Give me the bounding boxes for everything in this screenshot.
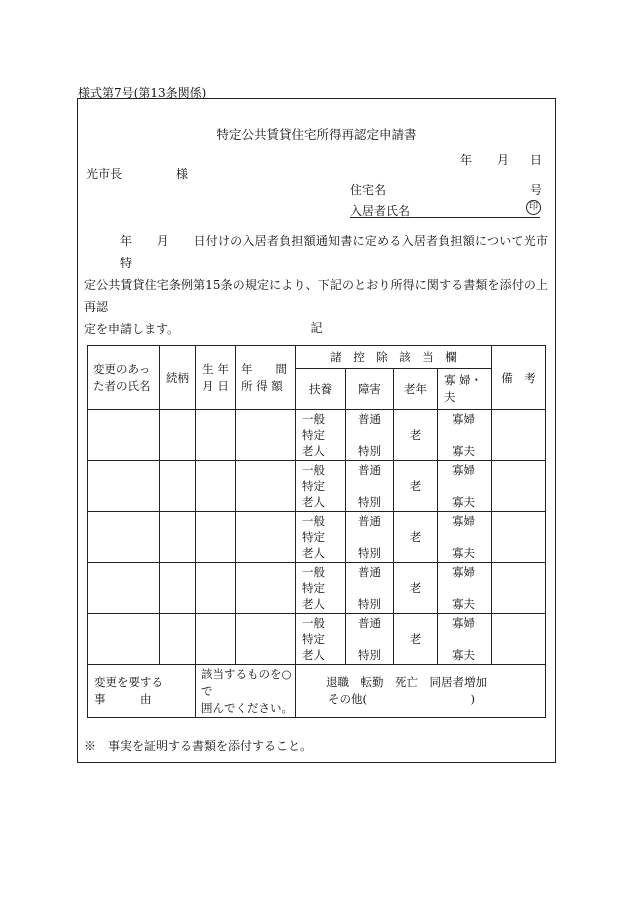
cell-disability[interactable]: [346, 512, 394, 563]
cell-disability[interactable]: [346, 614, 394, 665]
income-table: [87, 345, 546, 718]
cell-elderly[interactable]: [394, 512, 438, 563]
date-day-label: 日: [530, 153, 543, 167]
cell-remarks[interactable]: [492, 614, 546, 665]
header-deductions: 諸 控 除 該 当 欄: [296, 346, 492, 369]
cell-birth[interactable]: [196, 563, 236, 614]
cell-relation[interactable]: [160, 512, 196, 563]
cell-remarks[interactable]: [492, 563, 546, 614]
option-widow-m: 寡夫: [452, 546, 475, 560]
cell-income[interactable]: [236, 614, 296, 665]
reason-options-list: 退職 転勤 死亡 同居者増加: [326, 675, 487, 689]
table-row: [88, 410, 546, 461]
reason-instructions: [196, 665, 296, 718]
cell-elderly[interactable]: [394, 563, 438, 614]
cell-disability[interactable]: [346, 410, 394, 461]
table-row: [88, 563, 546, 614]
cell-relation[interactable]: [160, 614, 196, 665]
option-widow-f: 寡婦: [452, 463, 475, 477]
date-month-label: 月: [497, 153, 510, 167]
cell-income[interactable]: [236, 410, 296, 461]
reason-label-line-2: 事 由: [94, 692, 152, 706]
option-old: 老: [409, 581, 422, 595]
reason-label-line-1: 変更を要する: [94, 675, 163, 689]
cell-dependent[interactable]: [296, 563, 346, 614]
header-relation: 続柄: [160, 346, 196, 410]
cell-relation[interactable]: [160, 563, 196, 614]
cell-dependent[interactable]: [296, 614, 346, 665]
cell-birth[interactable]: [196, 461, 236, 512]
reason-label: [88, 665, 196, 718]
header-person: [88, 346, 160, 410]
cell-birth[interactable]: [196, 614, 236, 665]
option-elderly-person: 老人: [302, 597, 325, 611]
body-line-2: 定公共賃貸住宅条例第15条の規定により、下記のとおり所得に関する書類を添付の上再認: [84, 278, 548, 314]
option-normal: 普通: [358, 616, 381, 630]
cell-remarks[interactable]: [492, 512, 546, 563]
cell-person[interactable]: [88, 410, 160, 461]
seal-mark: 印: [526, 200, 541, 215]
cell-remarks[interactable]: [492, 410, 546, 461]
option-old: 老: [409, 530, 422, 544]
header-remarks: 備 考: [492, 346, 546, 410]
cell-income[interactable]: [236, 512, 296, 563]
cell-birth[interactable]: [196, 410, 236, 461]
option-widow-m: 寡夫: [452, 444, 475, 458]
option-elderly-person: 老人: [302, 444, 325, 458]
option-special-disability: 特別: [358, 444, 381, 458]
cell-widow[interactable]: [438, 563, 492, 614]
option-widow-m: 寡夫: [452, 597, 475, 611]
cell-person[interactable]: [88, 512, 160, 563]
option-old: 老: [409, 632, 422, 646]
cell-income[interactable]: [236, 461, 296, 512]
addressee-honorific: 様: [176, 167, 189, 181]
option-normal: 普通: [358, 514, 381, 528]
cell-person[interactable]: [88, 563, 160, 614]
option-special: 特定: [302, 632, 325, 646]
header-income: 年 間 所 得 額: [236, 346, 296, 410]
reason-other-field[interactable]: その他( ): [328, 692, 475, 706]
form-number-label: 様式第7号(第13条関係): [78, 86, 207, 100]
cell-widow[interactable]: [438, 461, 492, 512]
footnote: ※ 事実を証明する書類を添付すること。: [84, 739, 313, 753]
housing-name-label: 住宅名: [350, 183, 387, 197]
body-line-3: 定を申請します。: [84, 322, 180, 336]
cell-disability[interactable]: [346, 563, 394, 614]
addressee-name: 光市長: [86, 167, 123, 181]
option-widow-f: 寡婦: [452, 514, 475, 528]
option-normal: 普通: [358, 412, 381, 426]
form-frame: [77, 98, 556, 763]
cell-person[interactable]: [88, 614, 160, 665]
resident-name-label: 入居者氏名: [350, 204, 411, 218]
option-special-disability: 特別: [358, 648, 381, 662]
option-special-disability: 特別: [358, 597, 381, 611]
header-person-text: 変更のあっ た者の氏名: [93, 361, 151, 393]
option-special-disability: 特別: [358, 546, 381, 560]
table-row: [88, 461, 546, 512]
option-special: 特定: [302, 581, 325, 595]
option-old: 老: [409, 428, 422, 442]
option-old: 老: [409, 479, 422, 493]
cell-birth[interactable]: [196, 512, 236, 563]
option-general: 一般: [302, 412, 325, 426]
reason-options[interactable]: [296, 665, 546, 718]
header-elderly: 老年: [394, 369, 438, 410]
option-elderly-person: 老人: [302, 495, 325, 509]
option-widow-f: 寡婦: [452, 616, 475, 630]
option-general: 一般: [302, 514, 325, 528]
option-widow-f: 寡婦: [452, 412, 475, 426]
cell-relation[interactable]: [160, 461, 196, 512]
cell-remarks[interactable]: [492, 461, 546, 512]
header-birth: 生 年 月 日: [196, 346, 236, 410]
table-row: [88, 512, 546, 563]
table-row: [88, 614, 546, 665]
cell-widow[interactable]: [438, 410, 492, 461]
option-general: 一般: [302, 463, 325, 477]
option-widow-f: 寡婦: [452, 565, 475, 579]
option-widow-m: 寡夫: [452, 648, 475, 662]
cell-widow[interactable]: [438, 614, 492, 665]
body-line-1: 年 月 日付けの入居者負担額通知書に定める入居者負担額について光市特: [120, 234, 548, 270]
cell-elderly[interactable]: [394, 614, 438, 665]
header-dependent: 扶養: [296, 369, 346, 410]
option-normal: 普通: [358, 565, 381, 579]
cell-dependent[interactable]: [296, 410, 346, 461]
option-special: 特定: [302, 530, 325, 544]
cell-widow[interactable]: [438, 512, 492, 563]
cell-elderly[interactable]: [394, 461, 438, 512]
cell-dependent[interactable]: [296, 512, 346, 563]
option-special: 特定: [302, 428, 325, 442]
cell-elderly[interactable]: [394, 410, 438, 461]
record-heading: 記: [310, 321, 323, 335]
header-widow: 寡 婦・ 夫: [438, 369, 492, 410]
reason-row: [88, 665, 546, 718]
cell-disability[interactable]: [346, 461, 394, 512]
option-elderly-person: 老人: [302, 546, 325, 560]
header-disability: 障害: [346, 369, 394, 410]
option-general: 一般: [302, 565, 325, 579]
cell-relation[interactable]: [160, 410, 196, 461]
option-elderly-person: 老人: [302, 648, 325, 662]
cell-income[interactable]: [236, 563, 296, 614]
option-general: 一般: [302, 616, 325, 630]
form-title: 特定公共賃貸住宅所得再認定申請書: [216, 127, 417, 142]
option-special: 特定: [302, 479, 325, 493]
reason-instr-line-2: 囲んでください。: [201, 700, 293, 715]
option-widow-m: 寡夫: [452, 495, 475, 509]
reason-instr-line-1: 該当するものを○で: [201, 666, 292, 698]
resident-name-field[interactable]: [350, 217, 540, 218]
option-special-disability: 特別: [358, 495, 381, 509]
cell-dependent[interactable]: [296, 461, 346, 512]
cell-person[interactable]: [88, 461, 160, 512]
date-year-label: 年: [460, 153, 473, 167]
housing-number-label: 号: [530, 183, 543, 197]
option-normal: 普通: [358, 463, 381, 477]
